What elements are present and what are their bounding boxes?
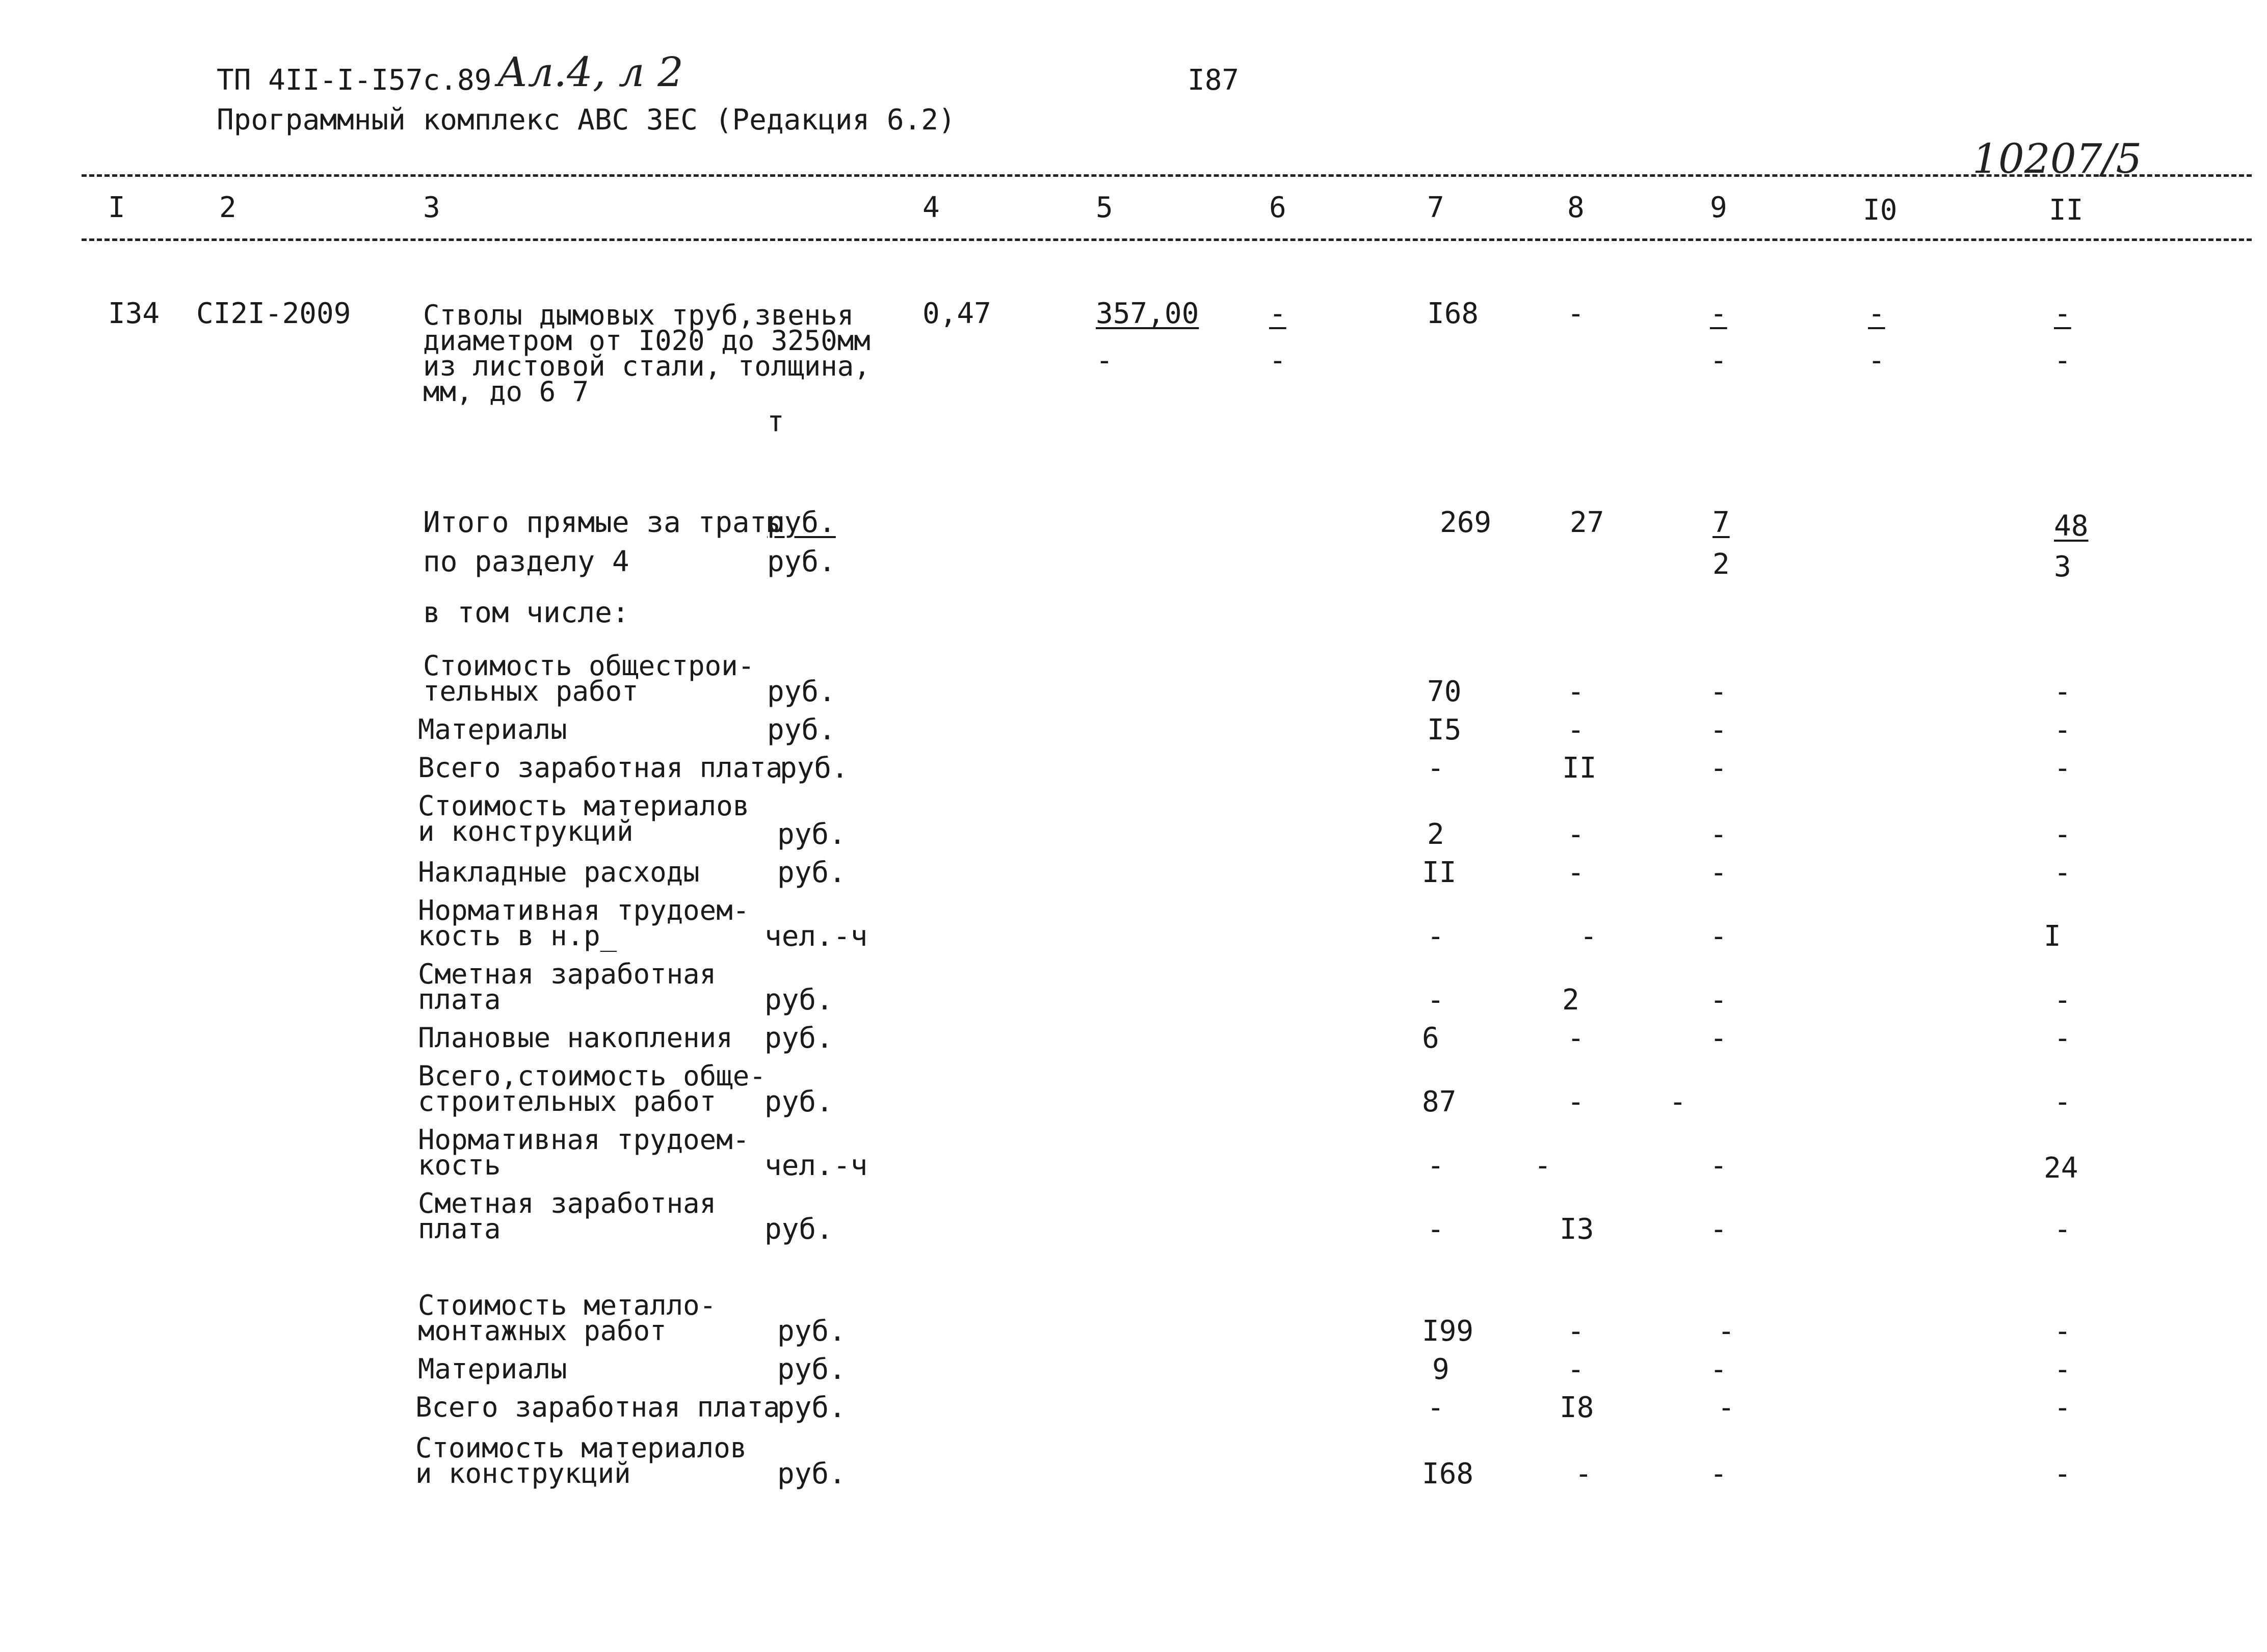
- row-unit: чел.-ч: [765, 1149, 868, 1182]
- handwritten-number: 10207/5: [1972, 135, 2142, 182]
- item-desc-line-4: мм, до 6 7: [423, 376, 589, 408]
- item-col8: -: [1567, 297, 1585, 330]
- totals-col9-top: 7: [1712, 506, 1730, 539]
- row-col11: -: [2054, 1085, 2071, 1118]
- handwritten-mark: Ал.4, л 2: [497, 48, 683, 96]
- totals-unit-1: руб.: [767, 506, 836, 539]
- item-col7: I68: [1427, 297, 1479, 330]
- col-header-1: I: [108, 191, 125, 224]
- row-col8: -: [1567, 1315, 1585, 1348]
- col-header-8: 8: [1567, 191, 1585, 224]
- row-label-line: Нормативная трудоем-: [418, 894, 750, 926]
- col-header-9: 9: [1710, 191, 1727, 224]
- row-col8: -: [1567, 675, 1585, 708]
- row-label-line: Сметная заработная: [418, 1187, 717, 1219]
- row-col7: I5: [1427, 713, 1462, 747]
- col-header-2: 2: [219, 191, 236, 224]
- row-col11: -: [2054, 1315, 2071, 1348]
- row-col7: 6: [1422, 1022, 1439, 1055]
- row-label-line: Материалы: [418, 713, 567, 745]
- row-col11: 24: [2044, 1152, 2078, 1185]
- row-unit: руб.: [767, 713, 836, 747]
- item-col6: -: [1269, 297, 1286, 330]
- row-unit: руб.: [777, 1391, 846, 1424]
- doc-code: ТП 4II-I-I57с.89: [217, 64, 492, 97]
- totals-col11-top: 48: [2054, 510, 2089, 543]
- totals-unit-2: руб.: [767, 545, 836, 578]
- row-col7: 70: [1427, 675, 1462, 708]
- col-header-11: II: [2049, 194, 2084, 227]
- row-label-line: тельных работ: [423, 675, 639, 707]
- item-col6-sub: -: [1269, 344, 1286, 377]
- row-col8: II: [1562, 752, 1597, 785]
- row-col9: -: [1669, 1085, 1686, 1118]
- totals-line-1: Итого прямые за траты: [423, 506, 784, 539]
- item-col4: 0,47: [922, 297, 991, 330]
- row-col11: -: [2054, 1391, 2071, 1424]
- totals-col7: 269: [1440, 506, 1492, 539]
- item-unit: т: [767, 405, 784, 438]
- item-col10: -: [1868, 297, 1885, 330]
- row-col11: I: [2044, 920, 2061, 953]
- row-unit: чел.-ч: [765, 920, 868, 953]
- row-col9: -: [1710, 675, 1727, 708]
- row-col11: -: [2054, 713, 2071, 747]
- row-col11: -: [2054, 818, 2071, 851]
- row-col8: -: [1534, 1149, 1551, 1182]
- row-unit: руб.: [777, 856, 846, 889]
- row-col8: -: [1567, 818, 1585, 851]
- row-col9: -: [1710, 1149, 1727, 1182]
- row-unit: руб.: [777, 818, 846, 851]
- row-col7: -: [1427, 983, 1444, 1017]
- row-col7: -: [1427, 752, 1444, 785]
- row-unit: руб.: [777, 1457, 846, 1490]
- row-col11: -: [2054, 1213, 2071, 1246]
- row-unit: руб.: [767, 675, 836, 708]
- col-header-4: 4: [922, 191, 940, 224]
- row-col7: I99: [1422, 1315, 1474, 1348]
- row-col7: 87: [1422, 1085, 1457, 1118]
- row-col7: 9: [1432, 1353, 1449, 1386]
- row-col7: II: [1422, 856, 1457, 889]
- row-col11: -: [2054, 675, 2071, 708]
- row-col8: -: [1567, 1022, 1585, 1055]
- row-label-line: строительных работ: [418, 1085, 717, 1117]
- row-col11: -: [2054, 1457, 2071, 1490]
- row-label-line: Всего,стоимость обще-: [418, 1060, 766, 1092]
- col-header-7: 7: [1427, 191, 1444, 224]
- row-label-line: Нормативная трудоем-: [418, 1124, 750, 1156]
- item-code: CI2I-2009: [196, 297, 351, 330]
- row-col9: -: [1710, 856, 1727, 889]
- row-col7: -: [1427, 1391, 1444, 1424]
- row-col8: -: [1567, 1085, 1585, 1118]
- row-col8: -: [1567, 1353, 1585, 1386]
- col-header-6: 6: [1269, 191, 1286, 224]
- row-col7: I68: [1422, 1457, 1474, 1490]
- col-header-5: 5: [1096, 191, 1113, 224]
- row-col7: -: [1427, 1149, 1444, 1182]
- including-label: в том числе:: [423, 596, 629, 629]
- row-label-line: Стоимость металло-: [418, 1289, 717, 1321]
- item-number: I34: [108, 297, 160, 330]
- row-col9: -: [1710, 983, 1727, 1017]
- row-label-line: Всего заработная плата: [415, 1391, 780, 1423]
- row-col11: -: [2054, 856, 2071, 889]
- row-col9: -: [1718, 1315, 1735, 1348]
- row-label-line: Стоимость общестрои-: [423, 650, 755, 682]
- row-col8: I8: [1560, 1391, 1594, 1424]
- item-desc-line-3: из листовой стали, толщина,: [423, 350, 871, 382]
- row-label-line: Стоимость материалов: [418, 790, 750, 822]
- item-col9-sub: -: [1710, 344, 1727, 377]
- row-col8: 2: [1562, 983, 1579, 1017]
- row-label-line: Плановые накопления: [418, 1022, 733, 1054]
- row-label-line: плата: [418, 1213, 501, 1245]
- row-unit: руб.: [765, 1213, 833, 1246]
- row-label-line: и конструкций: [415, 1457, 631, 1489]
- row-col9: -: [1710, 1213, 1727, 1246]
- row-unit: руб.: [780, 752, 849, 785]
- item-col11-sub: -: [2054, 344, 2071, 377]
- row-col9: -: [1710, 818, 1727, 851]
- row-unit: руб.: [765, 1022, 833, 1055]
- row-label-line: кость в н.р_: [418, 920, 617, 952]
- row-label-line: кость: [418, 1149, 501, 1181]
- totals-col9-bottom: 2: [1712, 548, 1730, 581]
- row-label-line: Стоимость материалов: [415, 1432, 747, 1464]
- row-col9: -: [1710, 920, 1727, 953]
- row-unit: руб.: [777, 1353, 846, 1386]
- item-col10-sub: -: [1868, 344, 1885, 377]
- row-label-line: Всего заработная плата: [418, 752, 783, 784]
- page-number: I87: [1188, 64, 1240, 97]
- row-unit: руб.: [765, 983, 833, 1017]
- row-col8: I3: [1560, 1213, 1594, 1246]
- row-label-line: плата: [418, 983, 501, 1016]
- item-desc-line-1: Стволы дымовых труб,звенья: [423, 299, 854, 331]
- row-col8: -: [1575, 1457, 1592, 1490]
- row-col9: -: [1710, 1022, 1727, 1055]
- item-col11: -: [2054, 297, 2071, 330]
- row-col8: -: [1580, 920, 1597, 953]
- row-col11: -: [2054, 752, 2071, 785]
- row-unit: руб.: [777, 1315, 846, 1348]
- row-col8: -: [1567, 713, 1585, 747]
- header-rule-bottom: [82, 238, 2252, 241]
- row-col9: -: [1710, 752, 1727, 785]
- totals-col8: 27: [1570, 506, 1604, 539]
- row-col7: -: [1427, 1213, 1444, 1246]
- row-unit: руб.: [765, 1085, 833, 1118]
- totals-line-2: по разделу 4: [423, 545, 629, 578]
- col-header-3: 3: [423, 191, 440, 224]
- header-rule-top: [82, 174, 2252, 177]
- item-col5-sub: -: [1096, 344, 1113, 377]
- row-col11: -: [2054, 1353, 2071, 1386]
- totals-col11-bottom: 3: [2054, 550, 2071, 583]
- row-col9: -: [1718, 1391, 1735, 1424]
- row-col11: -: [2054, 983, 2071, 1017]
- row-col7: 2: [1427, 818, 1444, 851]
- item-desc-line-2: диаметром от I020 до 3250мм: [423, 325, 871, 357]
- row-label-line: и конструкций: [418, 815, 634, 847]
- col-header-10: I0: [1863, 194, 1897, 227]
- row-col9: -: [1710, 1353, 1727, 1386]
- row-col9: -: [1710, 1457, 1727, 1490]
- row-label-line: Сметная заработная: [418, 958, 717, 990]
- row-col11: -: [2054, 1022, 2071, 1055]
- item-col9: -: [1710, 297, 1727, 330]
- row-label-line: Материалы: [418, 1353, 567, 1385]
- row-label-line: монтажных работ: [418, 1315, 667, 1347]
- row-label-line: Накладные расходы: [418, 856, 700, 888]
- item-col5: 357,00: [1096, 297, 1199, 330]
- doc-subtitle: Программный комплекс АВС 3ЕС (Редакция 6.2): [217, 103, 956, 137]
- row-col7: -: [1427, 920, 1444, 953]
- row-col9: -: [1710, 713, 1727, 747]
- row-col8: -: [1567, 856, 1585, 889]
